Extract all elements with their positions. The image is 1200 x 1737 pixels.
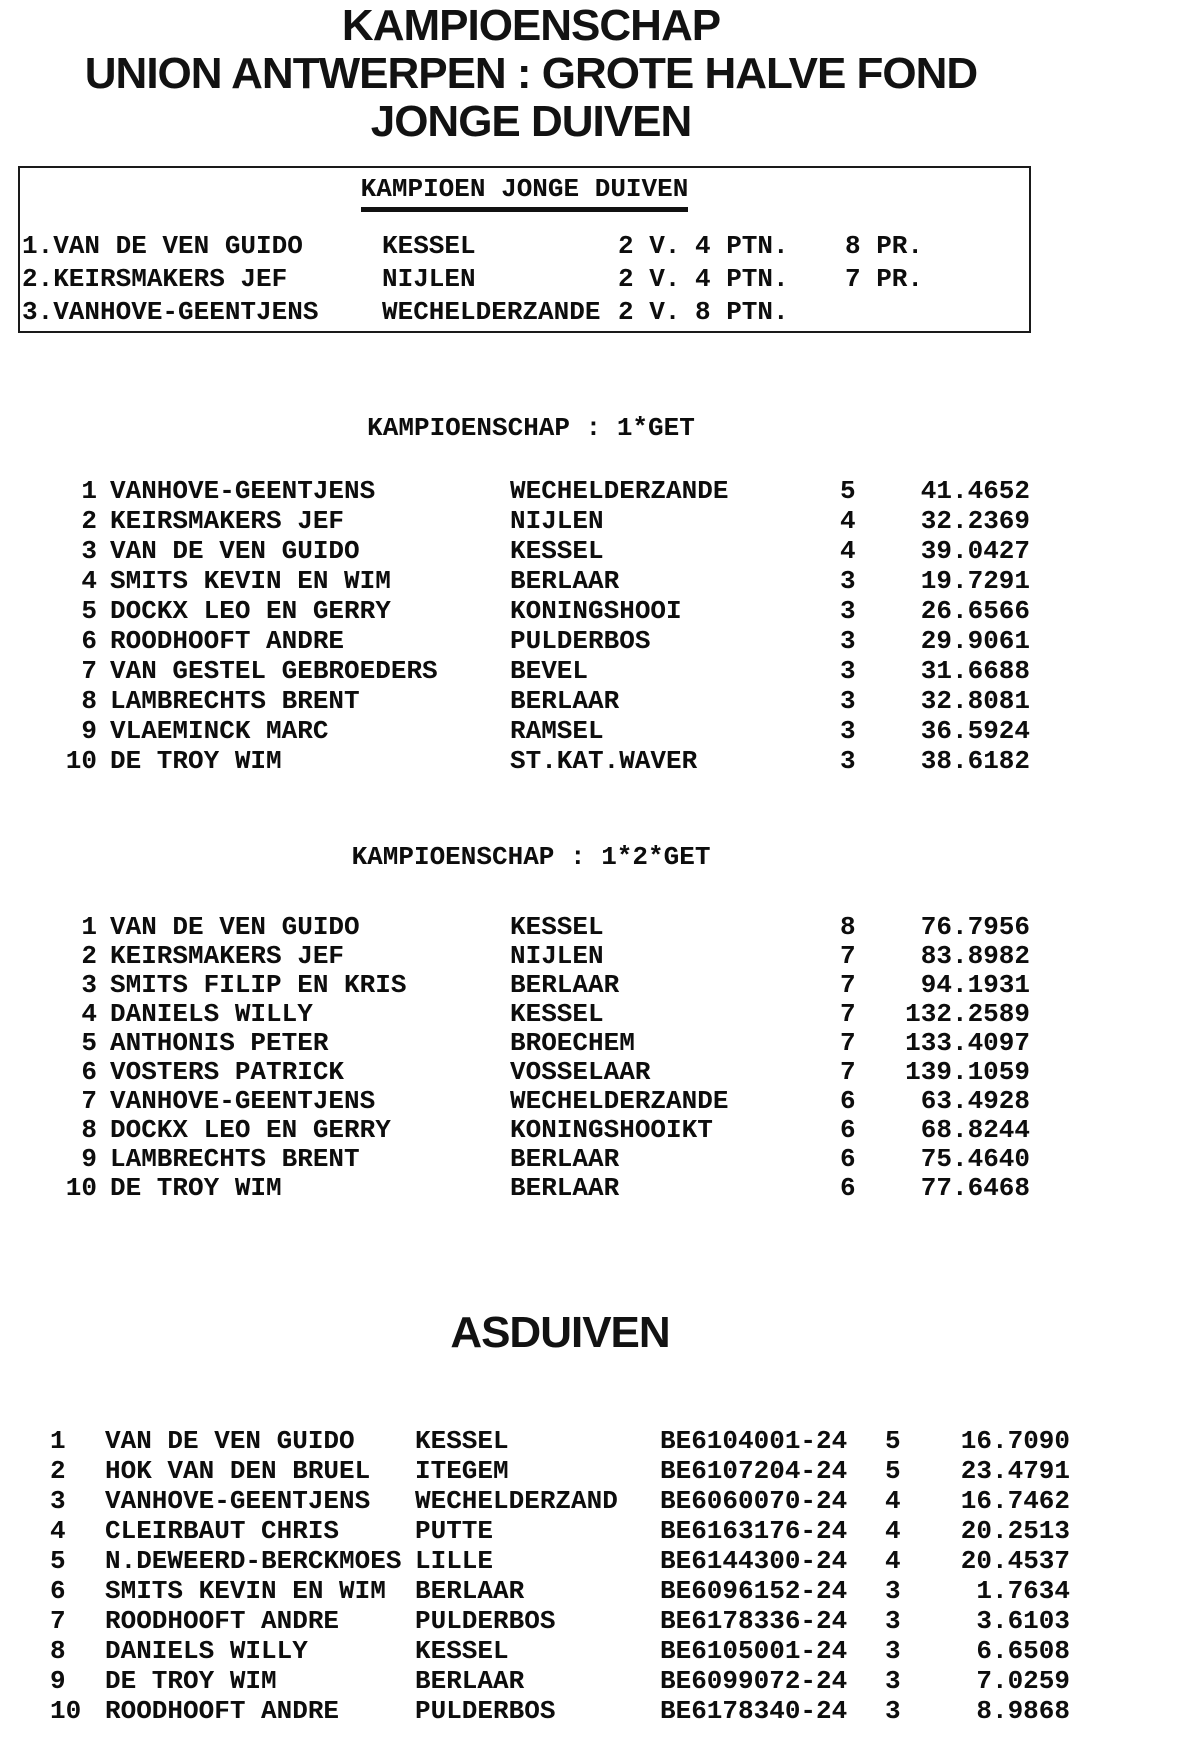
fancier-name: ANTHONIS PETER bbox=[110, 1028, 329, 1058]
fancier-city: VOSSELAAR bbox=[510, 1057, 651, 1087]
rank-cell: 9 bbox=[50, 1666, 66, 1696]
fancier-name: VLAEMINCK MARC bbox=[110, 716, 329, 746]
champion-name: 2.KEIRSMAKERS JEF bbox=[22, 264, 288, 294]
table-row bbox=[0, 1456, 1070, 1486]
table-row bbox=[0, 971, 1030, 1000]
table-row bbox=[0, 1576, 1070, 1606]
rank-cell: 5 bbox=[81, 596, 97, 626]
title-line-1: KAMPIOENSCHAP bbox=[341, 1, 721, 50]
fancier-name: ROODHOOFT ANDRE bbox=[105, 1606, 340, 1636]
coefficient-cell: 29.9061 bbox=[920, 626, 1030, 656]
title-line-2: UNION ANTWERPEN : GROTE HALVE FOND bbox=[84, 49, 978, 98]
coefficient-cell: 16.7462 bbox=[960, 1486, 1070, 1516]
fancier-name: DANIELS WILLY bbox=[110, 999, 313, 1029]
document-title bbox=[0, 2, 1062, 146]
table-row bbox=[0, 913, 1030, 942]
champion-box-heading bbox=[20, 173, 1029, 212]
fancier-name: DE TROY WIM bbox=[105, 1666, 277, 1696]
fancier-name: KEIRSMAKERS JEF bbox=[110, 506, 345, 536]
coefficient-cell: 133.4097 bbox=[905, 1028, 1030, 1058]
ring-number: BE6096152-24 bbox=[660, 1576, 848, 1606]
fancier-city: BERLAAR bbox=[415, 1576, 525, 1606]
champion-box bbox=[18, 166, 1031, 333]
table-1get bbox=[0, 476, 1030, 776]
coefficient-cell: 8.9868 bbox=[976, 1696, 1070, 1726]
fancier-name: ROODHOOFT ANDRE bbox=[105, 1696, 340, 1726]
champion-name: 1.VAN DE VEN GUIDO bbox=[22, 231, 303, 261]
champion-box-heading-text: KAMPIOEN JONGE DUIVEN bbox=[361, 173, 689, 212]
coefficient-cell: 26.6566 bbox=[920, 596, 1030, 626]
fancier-city: NIJLEN bbox=[510, 506, 604, 536]
rank-cell: 6 bbox=[81, 1057, 97, 1087]
prize-count: 3 bbox=[840, 596, 856, 626]
champion-vluchten: 2 V. bbox=[618, 264, 681, 294]
rank-cell: 1 bbox=[81, 476, 97, 506]
champion-prijzen bbox=[845, 296, 1029, 329]
coefficient-cell: 23.4791 bbox=[960, 1456, 1070, 1486]
prize-count: 3 bbox=[840, 566, 856, 596]
coefficient-cell: 41.4652 bbox=[920, 476, 1030, 506]
rank-cell: 7 bbox=[50, 1606, 66, 1636]
rank-cell: 10 bbox=[50, 1696, 82, 1726]
fancier-city: PULDERBOS bbox=[510, 626, 651, 656]
table-row bbox=[0, 596, 1030, 626]
ring-number: BE6107204-24 bbox=[660, 1456, 848, 1486]
fancier-name: SMITS KEVIN EN WIM bbox=[110, 566, 391, 596]
champion-vluchten: 2 V. bbox=[618, 231, 681, 261]
prize-count: 4 bbox=[885, 1486, 901, 1516]
table-row bbox=[0, 942, 1030, 971]
fancier-city: ITEGEM bbox=[415, 1456, 509, 1486]
table-asduiven bbox=[0, 1426, 1070, 1726]
prize-count: 7 bbox=[840, 970, 856, 1000]
coefficient-cell: 20.4537 bbox=[960, 1546, 1070, 1576]
ring-number: BE6178340-24 bbox=[660, 1696, 848, 1726]
fancier-name: DOCKX LEO EN GERRY bbox=[110, 1115, 391, 1145]
coefficient-cell: 63.4928 bbox=[920, 1086, 1030, 1116]
table-row bbox=[0, 536, 1030, 566]
fancier-city: PUTTE bbox=[415, 1516, 494, 1546]
fancier-name: VAN DE VEN GUIDO bbox=[110, 912, 360, 942]
rank-cell: 8 bbox=[81, 686, 97, 716]
fancier-city: KONINGSHOOI bbox=[510, 596, 682, 626]
fancier-city: BERLAAR bbox=[510, 686, 620, 716]
coefficient-cell: 3.6103 bbox=[976, 1606, 1070, 1636]
fancier-city: BERLAAR bbox=[510, 1173, 620, 1203]
fancier-city: BROECHEM bbox=[510, 1028, 635, 1058]
table-row bbox=[0, 1636, 1070, 1666]
section-heading-12get: KAMPIOENSCHAP : 1*2*GET bbox=[351, 842, 711, 872]
fancier-city: LILLE bbox=[415, 1546, 494, 1576]
rank-cell: 3 bbox=[50, 1486, 66, 1516]
rank-cell: 7 bbox=[81, 656, 97, 686]
prize-count: 3 bbox=[885, 1636, 901, 1666]
rank-cell: 10 bbox=[65, 746, 97, 776]
prize-count: 3 bbox=[885, 1666, 901, 1696]
rank-cell: 2 bbox=[50, 1456, 66, 1486]
fancier-city: BEVEL bbox=[510, 656, 589, 686]
champion-punten: 4 PTN. bbox=[695, 231, 789, 261]
rank-cell: 2 bbox=[81, 506, 97, 536]
fancier-name: SMITS FILIP EN KRIS bbox=[110, 970, 407, 1000]
coefficient-cell: 83.8982 bbox=[920, 941, 1030, 971]
prize-count: 7 bbox=[840, 999, 856, 1029]
ring-number: BE6144300-24 bbox=[660, 1546, 848, 1576]
fancier-name: ROODHOOFT ANDRE bbox=[110, 626, 345, 656]
title-line-3: JONGE DUIVEN bbox=[370, 97, 692, 146]
prize-count: 6 bbox=[840, 1086, 856, 1116]
prize-count: 3 bbox=[840, 716, 856, 746]
ring-number: BE6163176-24 bbox=[660, 1516, 848, 1546]
fancier-city: BERLAAR bbox=[415, 1666, 525, 1696]
prize-count: 7 bbox=[840, 941, 856, 971]
table-row bbox=[0, 1696, 1070, 1726]
fancier-city: PULDERBOS bbox=[415, 1696, 556, 1726]
champion-punten: 4 PTN. bbox=[695, 264, 789, 294]
table-row bbox=[0, 1000, 1030, 1029]
prize-count: 6 bbox=[840, 1173, 856, 1203]
fancier-name: VAN DE VEN GUIDO bbox=[110, 536, 360, 566]
rank-cell: 9 bbox=[81, 716, 97, 746]
coefficient-cell: 6.6508 bbox=[976, 1636, 1070, 1666]
coefficient-cell: 7.0259 bbox=[976, 1666, 1070, 1696]
rank-cell: 4 bbox=[50, 1516, 66, 1546]
fancier-name: N.DEWEERD-BERCKMOES bbox=[105, 1546, 402, 1576]
fancier-name: VANHOVE-GEENTJENS bbox=[105, 1486, 371, 1516]
rank-cell: 2 bbox=[81, 941, 97, 971]
table-row bbox=[0, 1426, 1070, 1456]
ring-number: BE6105001-24 bbox=[660, 1636, 848, 1666]
table-row bbox=[0, 656, 1030, 686]
table-row bbox=[0, 626, 1030, 656]
asduiven-heading: ASDUIVEN bbox=[450, 1308, 670, 1357]
table-row bbox=[0, 1606, 1070, 1636]
table-row bbox=[0, 1546, 1070, 1576]
fancier-city: KESSEL bbox=[510, 536, 604, 566]
prize-count: 3 bbox=[885, 1606, 901, 1636]
table-row bbox=[0, 1029, 1030, 1058]
prize-count: 6 bbox=[840, 1144, 856, 1174]
prize-count: 6 bbox=[840, 1115, 856, 1145]
table-row bbox=[0, 506, 1030, 536]
fancier-city: KESSEL bbox=[415, 1426, 509, 1456]
rank-cell: 3 bbox=[81, 970, 97, 1000]
prize-count: 7 bbox=[840, 1057, 856, 1087]
prize-count: 4 bbox=[885, 1546, 901, 1576]
prize-count: 5 bbox=[885, 1426, 901, 1456]
coefficient-cell: 19.7291 bbox=[920, 566, 1030, 596]
rank-cell: 1 bbox=[50, 1426, 66, 1456]
prize-count: 4 bbox=[840, 506, 856, 536]
champion-city: KESSEL bbox=[382, 231, 476, 261]
fancier-city: WECHELDERZANDE bbox=[510, 1086, 729, 1116]
fancier-city: NIJLEN bbox=[510, 941, 604, 971]
prize-count: 3 bbox=[840, 626, 856, 656]
fancier-name: SMITS KEVIN EN WIM bbox=[105, 1576, 386, 1606]
rank-cell: 8 bbox=[81, 1115, 97, 1145]
rank-cell: 1 bbox=[81, 912, 97, 942]
fancier-city: RAMSEL bbox=[510, 716, 604, 746]
fancier-name: DE TROY WIM bbox=[110, 746, 282, 776]
table-row bbox=[0, 746, 1030, 776]
fancier-name: CLEIRBAUT CHRIS bbox=[105, 1516, 340, 1546]
table-row bbox=[0, 1666, 1070, 1696]
coefficient-cell: 32.2369 bbox=[920, 506, 1030, 536]
coefficient-cell: 77.6468 bbox=[920, 1173, 1030, 1203]
champion-city: NIJLEN bbox=[382, 264, 476, 294]
champion-prijzen: 7 PR. bbox=[845, 264, 924, 294]
prize-count: 8 bbox=[840, 912, 856, 942]
ring-number: BE6099072-24 bbox=[660, 1666, 848, 1696]
fancier-name: DANIELS WILLY bbox=[105, 1636, 308, 1666]
table-row bbox=[0, 686, 1030, 716]
champion-box-rows bbox=[20, 230, 1029, 329]
fancier-city: BERLAAR bbox=[510, 970, 620, 1000]
rank-cell: 4 bbox=[81, 999, 97, 1029]
section-heading-1get: KAMPIOENSCHAP : 1*GET bbox=[367, 413, 695, 443]
coefficient-cell: 39.0427 bbox=[920, 536, 1030, 566]
champion-row bbox=[20, 263, 1029, 296]
fancier-name: LAMBRECHTS BRENT bbox=[110, 1144, 360, 1174]
ring-number: BE6060070-24 bbox=[660, 1486, 848, 1516]
coefficient-cell: 132.2589 bbox=[905, 999, 1030, 1029]
coefficient-cell: 36.5924 bbox=[920, 716, 1030, 746]
coefficient-cell: 38.6182 bbox=[920, 746, 1030, 776]
prize-count: 7 bbox=[840, 1028, 856, 1058]
prize-count: 3 bbox=[885, 1696, 901, 1726]
fancier-city: PULDERBOS bbox=[415, 1606, 556, 1636]
fancier-name: VAN GESTEL GEBROEDERS bbox=[110, 656, 438, 686]
table-12get bbox=[0, 913, 1030, 1203]
coefficient-cell: 75.4640 bbox=[920, 1144, 1030, 1174]
fancier-city: WECHELDERZANDE bbox=[510, 476, 729, 506]
champion-row bbox=[20, 230, 1029, 263]
fancier-name: VANHOVE-GEENTJENS bbox=[110, 1086, 376, 1116]
fancier-name: KEIRSMAKERS JEF bbox=[110, 941, 345, 971]
prize-count: 3 bbox=[840, 686, 856, 716]
champion-name: 3.VANHOVE-GEENTJENS bbox=[22, 297, 319, 327]
table-row bbox=[0, 566, 1030, 596]
table-row bbox=[0, 1058, 1030, 1087]
coefficient-cell: 68.8244 bbox=[920, 1115, 1030, 1145]
prize-count: 3 bbox=[840, 656, 856, 686]
table-row bbox=[0, 1486, 1070, 1516]
table-row bbox=[0, 1174, 1030, 1203]
fancier-city: KESSEL bbox=[510, 912, 604, 942]
rank-cell: 6 bbox=[50, 1576, 66, 1606]
coefficient-cell: 1.7634 bbox=[976, 1576, 1070, 1606]
coefficient-cell: 20.2513 bbox=[960, 1516, 1070, 1546]
prize-count: 3 bbox=[840, 746, 856, 776]
rank-cell: 6 bbox=[81, 626, 97, 656]
coefficient-cell: 94.1931 bbox=[920, 970, 1030, 1000]
fancier-name: DOCKX LEO EN GERRY bbox=[110, 596, 391, 626]
table-row bbox=[0, 1145, 1030, 1174]
fancier-city: KESSEL bbox=[510, 999, 604, 1029]
ring-number: BE6104001-24 bbox=[660, 1426, 848, 1456]
rank-cell: 5 bbox=[50, 1546, 66, 1576]
rank-cell: 8 bbox=[50, 1636, 66, 1666]
champion-city: WECHELDERZANDE bbox=[382, 297, 601, 327]
fancier-city: ST.KAT.WAVER bbox=[510, 746, 698, 776]
champion-prijzen: 8 PR. bbox=[845, 231, 924, 261]
fancier-name: VOSTERS PATRICK bbox=[110, 1057, 345, 1087]
fancier-city: KESSEL bbox=[415, 1636, 509, 1666]
fancier-city: BERLAAR bbox=[510, 1144, 620, 1174]
fancier-city: WECHELDERZAND bbox=[415, 1486, 618, 1516]
fancier-city: KONINGSHOOIKT bbox=[510, 1115, 713, 1145]
table-row bbox=[0, 1516, 1070, 1546]
rank-cell: 10 bbox=[65, 1173, 97, 1203]
rank-cell: 4 bbox=[81, 566, 97, 596]
prize-count: 4 bbox=[885, 1516, 901, 1546]
coefficient-cell: 32.8081 bbox=[920, 686, 1030, 716]
coefficient-cell: 16.7090 bbox=[960, 1426, 1070, 1456]
prize-count: 3 bbox=[885, 1576, 901, 1606]
prize-count: 5 bbox=[840, 476, 856, 506]
table-row bbox=[0, 476, 1030, 506]
prize-count: 4 bbox=[840, 536, 856, 566]
champion-row bbox=[20, 296, 1029, 329]
rank-cell: 5 bbox=[81, 1028, 97, 1058]
rank-cell: 3 bbox=[81, 536, 97, 566]
table-row bbox=[0, 1116, 1030, 1145]
fancier-city: BERLAAR bbox=[510, 566, 620, 596]
fancier-name: VAN DE VEN GUIDO bbox=[105, 1426, 355, 1456]
prize-count: 5 bbox=[885, 1456, 901, 1486]
table-row bbox=[0, 716, 1030, 746]
fancier-name: LAMBRECHTS BRENT bbox=[110, 686, 360, 716]
coefficient-cell: 76.7956 bbox=[920, 912, 1030, 942]
ring-number: BE6178336-24 bbox=[660, 1606, 848, 1636]
fancier-name: HOK VAN DEN BRUEL bbox=[105, 1456, 371, 1486]
champion-vluchten: 2 V. bbox=[618, 297, 681, 327]
rank-cell: 9 bbox=[81, 1144, 97, 1174]
table-row bbox=[0, 1087, 1030, 1116]
coefficient-cell: 139.1059 bbox=[905, 1057, 1030, 1087]
fancier-name: DE TROY WIM bbox=[110, 1173, 282, 1203]
fancier-name: VANHOVE-GEENTJENS bbox=[110, 476, 376, 506]
rank-cell: 7 bbox=[81, 1086, 97, 1116]
coefficient-cell: 31.6688 bbox=[920, 656, 1030, 686]
champion-punten: 8 PTN. bbox=[695, 297, 789, 327]
